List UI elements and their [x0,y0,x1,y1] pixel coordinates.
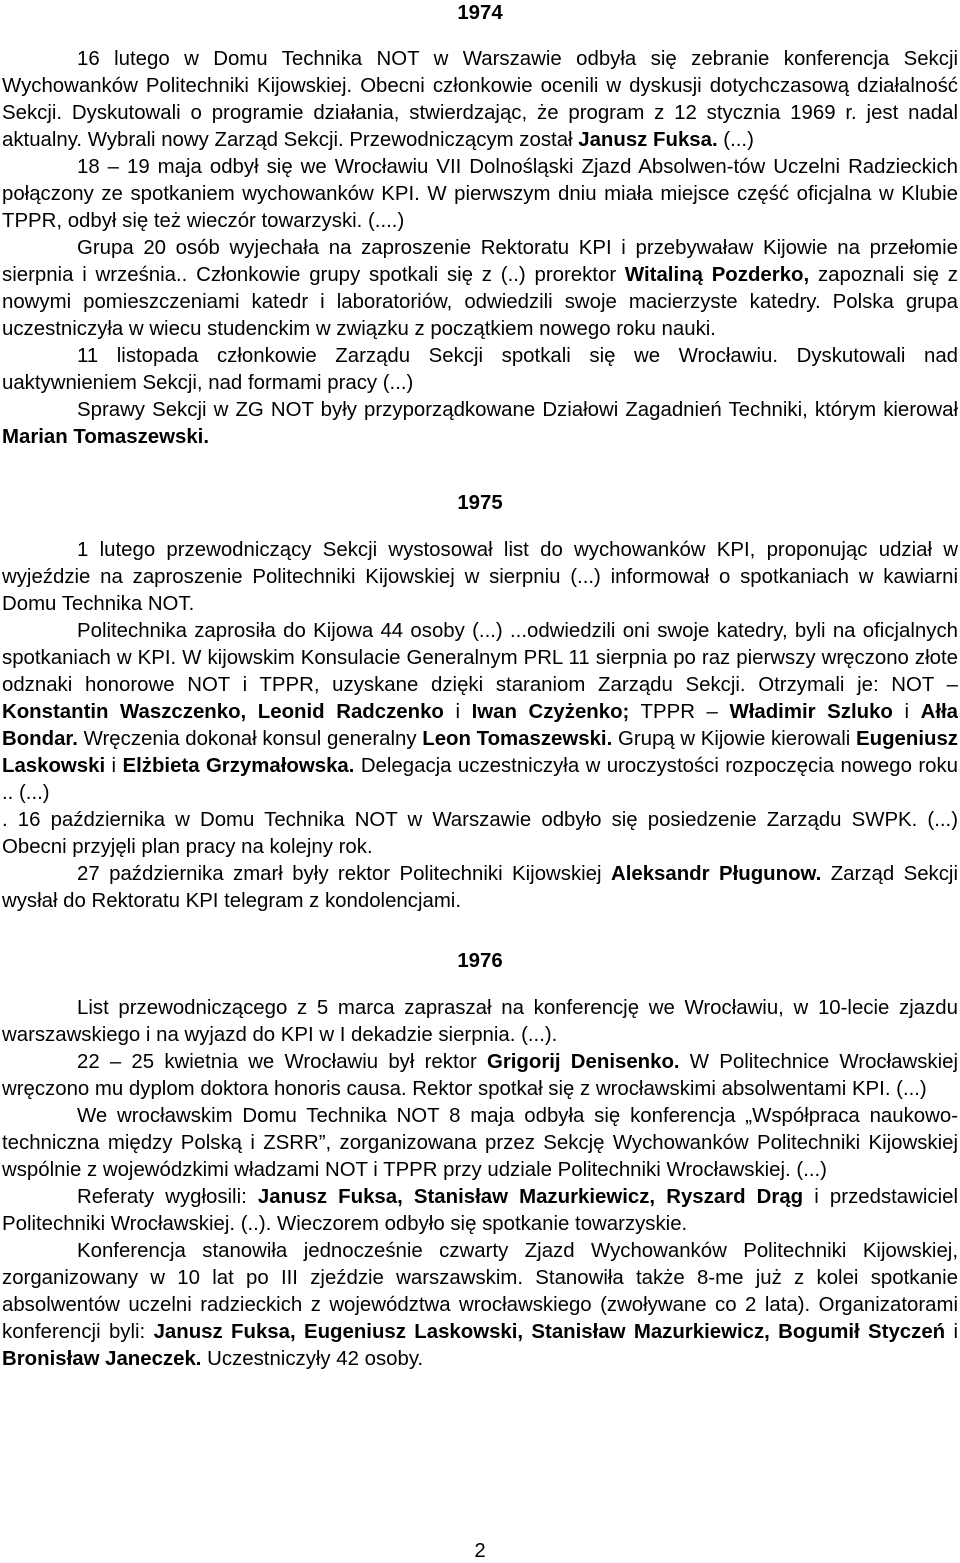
paragraph-text: We wrocławskim Domu Technika NOT 8 maja odbyła się konferencja „Współpraca naukowo-techniczna między Polską i ZSRR”, zorganizowana przez Sekcję Wychowanków Politechniki Kijowskiej wspólnie z wojewódzkimi władzami NOT i TPPR przy udziale Politechniki Wrocławskiej. (...) [2,1105,958,1181]
bold-name-text: Bronisław Janeczek. [2,1348,202,1370]
bold-name-text: Janusz Fuksa, Stanisław Mazurkiewicz, Ryszard Drąg [257,1186,804,1208]
paragraph-text: Grupa 20 osób wyjechała na zaproszenie Rektoratu KPI i przebywaław Kijowie na przełomie sierpnia i września.. Członkowie grupy spotkali się z (..) prorektor [2,237,958,286]
section-year-heading: 1975 [457,492,503,514]
bold-name-text: Grigorij Denisenko. [486,1051,680,1073]
paragraph [2,1184,958,1238]
paragraph-text: 11 listopada członkowie Zarządu Sekcji spotkali się we Wrocławiu. Dyskutowali nad uaktywnieniem Sekcji, nad formami pracy (...) [2,345,958,394]
paragraph-text: (...) [717,129,754,151]
paragraph [2,46,958,154]
bold-name-text: Elżbieta Grzymałowska. [122,755,355,777]
paragraph [2,1103,958,1184]
paragraph [2,397,958,451]
paragraph-text: Zarząd Sekcji wysłał do Rektoratu KPI telegram z kondolencjami. [2,863,958,912]
page-number: 2 [474,1540,486,1562]
section-1975-body [2,537,958,915]
paragraph-text: 18 – 19 maja odbył się we Wrocławiu VII Dolnośląski Zjazd Absolwen-tów Uczelni Radzieckich połączony ze spotkaniem wychowanków KPI. W pierwszym dniu miała miejsce część oficjalna w Klubie TPPR, odbył się też wieczór towarzyski. (....) [2,156,958,232]
paragraph-text: Uczestniczyły 42 osoby. [201,1348,424,1370]
paragraph-text: i [892,701,921,723]
bold-name-text: Iwan Czyżenko; [471,701,630,723]
bold-name-text: Marian Tomaszewski. [2,426,210,448]
section-year-heading: 1974 [457,2,503,24]
paragraph [2,807,958,861]
paragraph [2,537,958,618]
paragraph-text: i [945,1321,958,1343]
bold-name-text: Leon Tomaszewski. [422,728,613,750]
bold-name-text: Eugeniusz Laskowski [2,728,958,777]
paragraph-text: Politechnika zaprosiła do Kijowa 44 osoby (...) ...odwiedzili oni swoje katedry, byli na oficjalnych spotkaniach w KPI. W kijowskim Konsulacie Generalnym PRL 11 sierpnia po raz pierwszy wręczono złote odznaki honorowe NOT i TPPR, uzyskane dzięki staraniom Zarządu Sekcji. Otrzymali je: NOT – [2,620,958,696]
paragraph-text: 1 lutego przewodniczący Sekcji wystosował list do wychowanków KPI, proponując udział w wyjeździe na zaproszenie Politechniki Kijowskiej w sierpniu (...) informował o spotkaniach w kawiarni Domu Technika NOT. [2,539,958,615]
paragraph [2,995,958,1049]
bold-name-text: Janusz Fuksa. [578,129,718,151]
paragraph [2,235,958,343]
paragraph [2,154,958,235]
paragraph-text: 27 października zmarł były rektor Politechniki Kijowskiej [77,863,611,885]
paragraph-text: W Politechnice Wrocławskiej wręczono mu dyplom doktora honoris causa. Rektor spotkał się z wrocławskimi absolwentami KPI. (...) [2,1051,958,1100]
bold-name-text: Konstantin Waszczenko, Leonid Radczenko [2,701,444,723]
paragraph-text: zapoznali się z nowymi pomieszczeniami katedr i laboratoriów, odwiedzili swoje macierzyste katedry. Polska grupa uczestniczyła w wiecu studenckim w związku z początkiem nowego roku nauki. [2,264,958,340]
paragraph [2,618,958,807]
paragraph-text: Konferencja stanowiła jednocześnie czwarty Zjazd Wychowanków Politechniki Kijowskiej, zorganizowany w 10 lat po III zjeździe warszawskim. Stanowiła także 8-me już z kolei spotkanie absolwentów uczelni radzieckich z województwa wrocławskiego (zwoływane co 2 lata). Organizatorami konferencji byli: [2,1240,958,1343]
paragraph-text: Referaty wygłosili: [77,1186,258,1208]
paragraph [2,1238,958,1373]
paragraph-text: List przewodniczącego z 5 marca zapraszał na konferencję we Wrocławiu, w 10-lecie zjazdu warszawskiego i na wyjazd do KPI w I dekadzie sierpnia. (...). [2,997,958,1046]
bold-name-text: Władimir Szluko [729,701,893,723]
paragraph-text: 22 – 25 kwietnia we Wrocławiu był rektor [77,1051,487,1073]
paragraph-text: TPPR – [629,701,730,723]
paragraph-text: i [443,701,472,723]
paragraph-text: Delegacja uczestniczyła w uroczystości rozpoczęcia nowego roku .. (...) [2,755,958,804]
paragraph [2,343,958,397]
bold-name-text: Janusz Fuksa, Eugeniusz Laskowski, Stanisław Mazurkiewicz, Bogumił Styczeń [153,1321,946,1343]
bold-name-text: Aleksandr Pługunow. [610,863,822,885]
section-1976-body [2,995,958,1373]
section-year-heading: 1976 [457,950,503,972]
paragraph-text: . 16 października w Domu Technika NOT w Warszawie odbyło się posiedzenie Zarządu SWPK. (...) Obecni przyjęli plan pracy na kolejny rok. [2,809,958,858]
paragraph-text: i przedstawiciel Politechniki Wrocławskiej. (..). Wieczorem odbyło się spotkanie towarzyskie. [2,1186,958,1235]
paragraph-text: 16 lutego w Domu Technika NOT w Warszawie odbyła się zebranie konferencja Sekcji Wychowanków Politechniki Kijowskiej. Obecni członkowie ocenili w dyskusji dotychczasową działalność Sekcji. Dyskutowali o programie działania, stwierdzając, że program z 12 stycznia 1969 r. jest nadal aktualny. Wybrali nowy Zarząd Sekcji. Przewodniczącym został [2,48,958,151]
paragraph [2,1049,958,1103]
paragraph-text: i [105,755,123,777]
paragraph-text: Sprawy Sekcji w ZG NOT były przyporządkowane Działowi Zagadnień Techniki, którym kierował [77,399,958,421]
paragraph-text: Grupą w Kijowie kierowali [612,728,857,750]
section-1974-body [2,46,958,451]
paragraph [2,861,958,915]
bold-name-text: Ałła Bondar. [2,701,958,750]
document-content [2,0,958,1373]
paragraph-text: Wręczenia dokonał konsul generalny [77,728,423,750]
bold-name-text: Witaliną Pozderko, [624,264,810,286]
